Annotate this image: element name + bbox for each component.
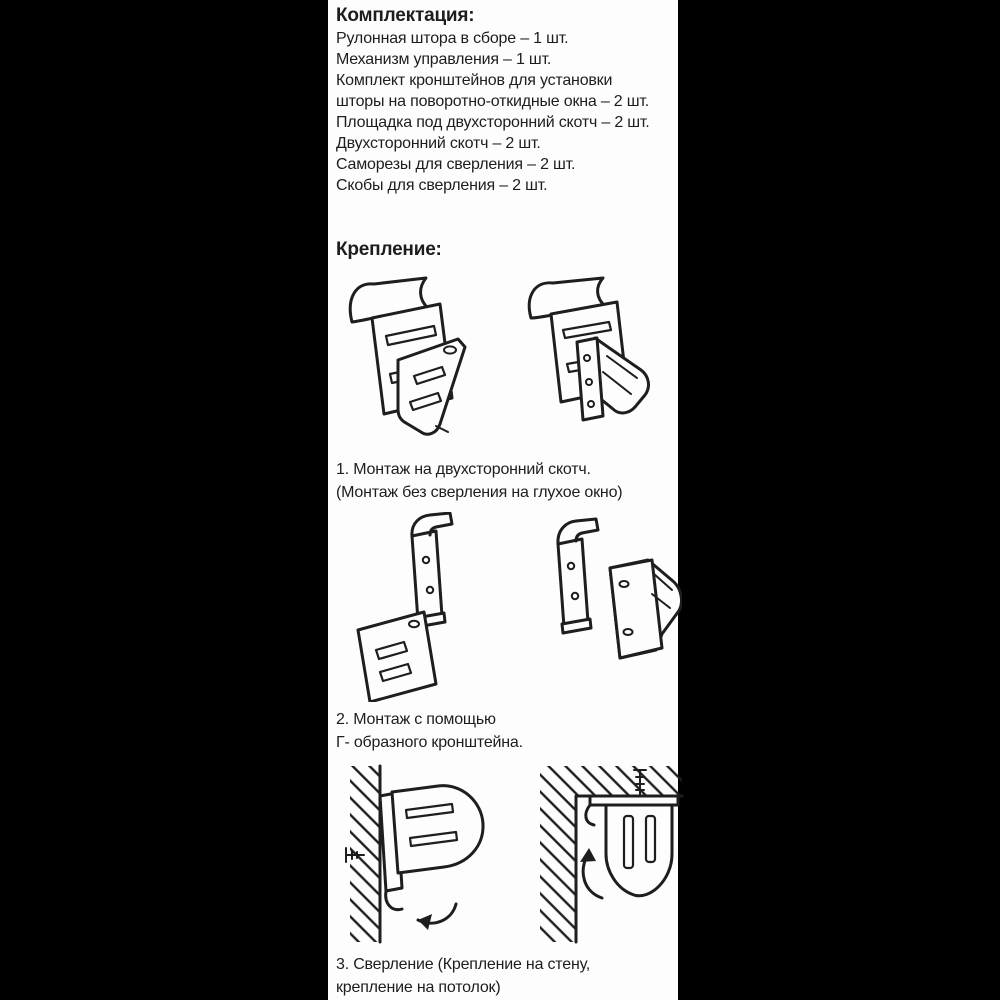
kit-item-line: Саморезы для сверления – 2 шт. (336, 156, 576, 173)
kit-item-line: Двухсторонний скотч – 2 шт. (336, 135, 541, 152)
step1-caption-line2: (Монтаж без сверления на глухое окно) (336, 484, 623, 501)
kit-item-line: шторы на поворотно-откидные окна – 2 шт. (336, 93, 649, 110)
step3-caption-line2: крепление на потолок) (336, 979, 501, 996)
kit-list (336, 28, 678, 196)
step2-caption-line2: Г- образного кронштейна. (336, 734, 523, 751)
step1-caption (336, 458, 678, 504)
instruction-sheet (328, 0, 678, 1000)
kit-item-line: Комплект кронштейнов для установки (336, 72, 613, 89)
kit-item-line: Механизм управления – 1 шт. (336, 51, 552, 68)
step3-caption-line1: 3. Сверление (Крепление на стену, (336, 956, 591, 973)
figure-drill-mount (336, 762, 678, 947)
figure-l-bracket (336, 512, 678, 702)
kit-item-line: Скобы для сверления – 2 шт. (336, 177, 548, 194)
l-bracket-front-illustration (350, 512, 470, 702)
ceiling-mount-illustration (536, 762, 686, 947)
l-bracket-side-illustration (532, 512, 682, 682)
right-letterbox (678, 0, 1000, 1000)
step3-caption (336, 953, 678, 999)
left-letterbox (0, 0, 328, 1000)
kit-item-line: Площадка под двухсторонний скотч – 2 шт. (336, 114, 650, 131)
tape-mount-side-illustration (519, 276, 651, 428)
step1-caption-line1: 1. Монтаж на двухсторонний скотч. (336, 461, 591, 478)
tape-mount-front-illustration (340, 276, 472, 450)
wall-mount-illustration (340, 762, 490, 947)
step2-caption (336, 708, 678, 754)
figure-tape-mount (336, 276, 678, 450)
mounting-section-title: Крепление: (336, 239, 442, 260)
step2-caption-line1: 2. Монтаж с помощью (336, 711, 496, 728)
kit-section-title: Комплектация: (336, 5, 475, 26)
kit-item-line: Рулонная штора в сборе – 1 шт. (336, 30, 569, 47)
